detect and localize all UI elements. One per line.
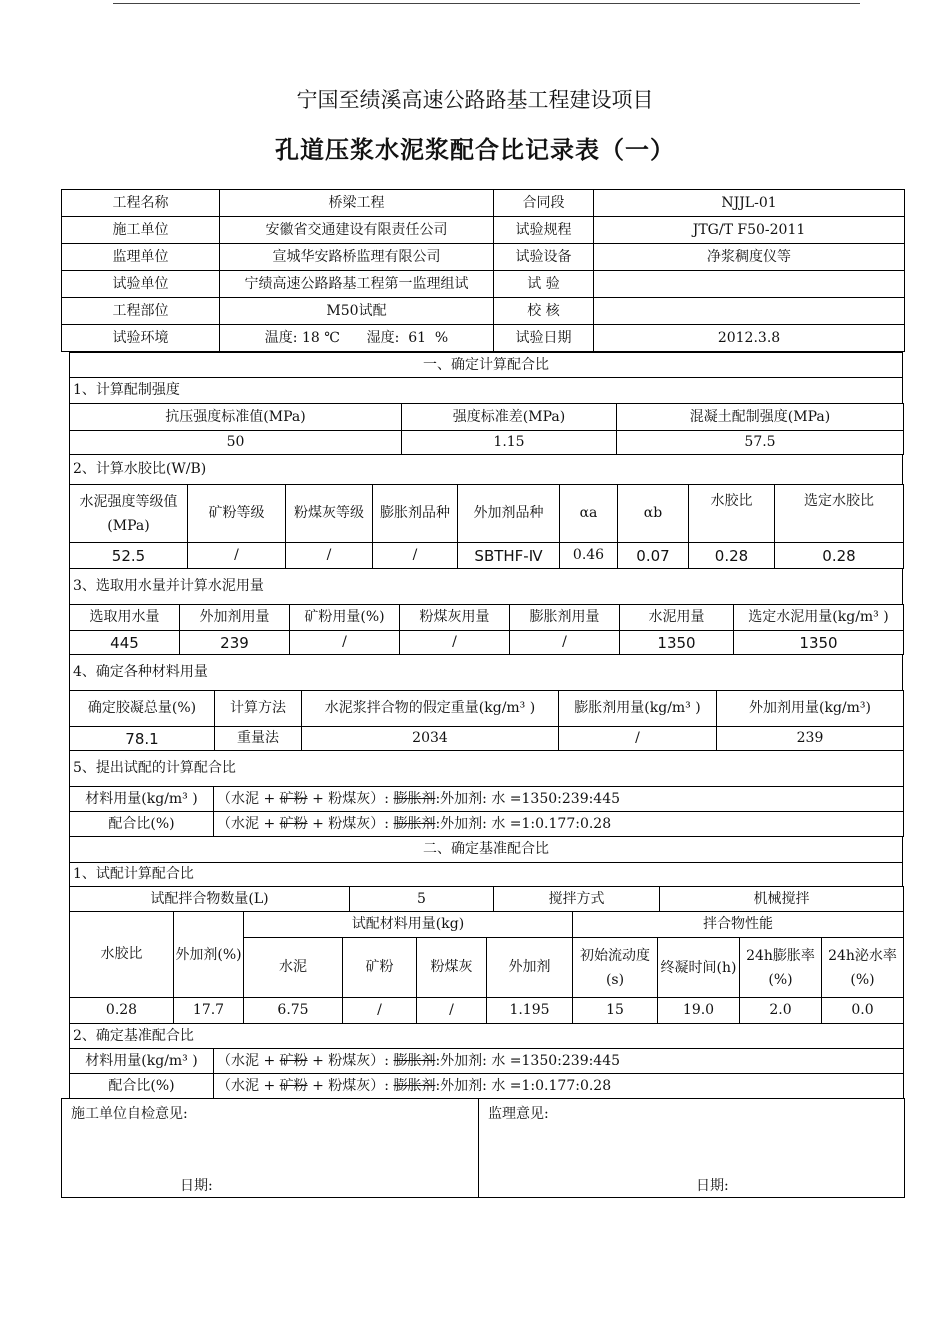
project-name: 宁国至绩溪高速公路路基工程建设项目	[296, 88, 654, 112]
trial-mix-table	[69, 886, 904, 912]
calc-qty-label: 材料用量(kg/m³ )	[70, 787, 214, 812]
calc-method-header: 计算方法	[215, 691, 302, 727]
part-value: M50试配	[220, 298, 494, 325]
date-label: 试验日期	[494, 325, 594, 352]
sec1-step1: 1、计算配制强度	[70, 378, 903, 404]
sec2-title: 二、确定基准配合比	[70, 837, 903, 863]
strength-table	[69, 403, 904, 455]
calc-ratio-value: =1:0.177:0.28	[509, 815, 612, 832]
expand-amount-header: 膨胀剂用量	[510, 605, 620, 631]
sel-cement-value: 1350	[734, 631, 904, 655]
tester-label: 试验单位	[62, 271, 220, 298]
trial-set-header: 终凝时间(h)	[658, 938, 740, 998]
trial-expand-value: 2.0	[740, 998, 822, 1024]
top-rule	[113, 3, 860, 4]
calc-method-value: 重量法	[215, 727, 302, 751]
proj-name-label: 工程名称	[62, 190, 220, 217]
check-value	[594, 298, 905, 325]
cement-amount-value: 1350	[620, 631, 734, 655]
ash-amount-header: 粉煤灰用量	[400, 605, 510, 631]
env-value: 温度: 18 ℃ 湿度: 61 %	[220, 325, 494, 352]
trial-bleed-header: 24h泌水率(%)	[822, 938, 904, 998]
wb-ratio-header: 水胶比	[689, 485, 775, 543]
expand-use-header: 膨胀剂用量(kg/m³ )	[559, 691, 717, 727]
mix-method-label: 搅拌方式	[494, 887, 660, 912]
expand-type-value: /	[373, 543, 458, 569]
calc-ratio-formula: （水泥 + 矿粉 + 粉煤灰）: 膨胀剂:外加剂: 水 =1:0.177:0.28	[214, 812, 904, 837]
supervisor-opinion-label: 监理意见:	[488, 1106, 549, 1122]
sec1-title-table	[69, 352, 903, 404]
alpha-b-value: 0.07	[618, 543, 689, 569]
base-ratio-formula: （水泥 + 矿粉 + 粉煤灰）: 膨胀剂:外加剂: 水 =1:0.177:0.28	[214, 1074, 904, 1099]
sel-wb-ratio-header: 选定水胶比	[775, 485, 904, 543]
equip-label: 试验设备	[494, 244, 594, 271]
std-dev-header: 强度标准差(MPa)	[402, 404, 617, 431]
page-title: 孔道压浆水泥浆配合比记录表（一）	[275, 135, 675, 164]
cement-grade-header: 水泥强度等级值(MPa)	[70, 485, 188, 543]
water-header: 选取用水量	[70, 605, 180, 631]
admix-type-value: SBTHF-Ⅳ	[458, 543, 560, 569]
step2-title-table	[69, 454, 903, 485]
trial-slag-header: 矿粉	[343, 938, 417, 998]
env-label: 试验环境	[62, 325, 220, 352]
calc-qty-formula: （水泥 + 矿粉 + 粉煤灰）: 膨胀剂:外加剂: 水 =1350:239:445	[214, 787, 904, 812]
builder-value: 安徽省交通建设有限责任公司	[220, 217, 494, 244]
info-table	[61, 189, 905, 352]
sec1-step3: 3、选取用水量并计算水泥用量	[70, 569, 903, 605]
admix-use-header: 外加剂用量(kg/m³)	[717, 691, 904, 727]
check-label: 校 核	[494, 298, 594, 325]
sec1-step2: 2、计算水胶比(W/B)	[70, 455, 903, 485]
admix-type-header: 外加剂品种	[458, 485, 560, 543]
ash-grade-header: 粉煤灰等级	[286, 485, 373, 543]
supervisor-value: 宣城华安路桥监理有限公司	[220, 244, 494, 271]
proj-name-value: 桥梁工程	[220, 190, 494, 217]
sel-cement-header: 选定水泥用量(kg/m³ )	[734, 605, 904, 631]
step3-title-table	[69, 568, 903, 605]
sec1-step4: 4、确定各种材料用量	[70, 655, 903, 691]
trial-expand-header: 24h膨胀率(%)	[740, 938, 822, 998]
trial-props-header: 拌合物性能	[573, 912, 904, 938]
supervisor-opinion-area[interactable]	[479, 1099, 904, 1197]
trial-admix-pct-header: 外加剂(%)	[174, 912, 244, 998]
materials-table	[69, 690, 904, 751]
tester-value: 宁绩高速公路路基工程第一监理组试	[220, 271, 494, 298]
std-strength-header: 抗压强度标准值(MPa)	[70, 404, 402, 431]
water-table	[69, 604, 904, 655]
sel-wb-ratio-value: 0.28	[775, 543, 904, 569]
cement-grade-value: 52.5	[70, 543, 188, 569]
base-qty-value: =1350:239:445	[509, 1052, 621, 1069]
sec2-step2: 2、确定基准配合比	[70, 1024, 904, 1049]
expand-amount-value: /	[510, 631, 620, 655]
slag-grade-value: /	[188, 543, 286, 569]
builder-date-label: 日期:	[180, 1178, 213, 1194]
base-qty-label: 材料用量(kg/m³ )	[70, 1049, 214, 1074]
base-ratio-table	[69, 1023, 904, 1099]
contract-value: NJJL-01	[594, 190, 905, 217]
total-binder-header: 确定胶凝总量(%)	[70, 691, 215, 727]
alpha-a-value: 0.46	[560, 543, 618, 569]
expand-use-value: /	[559, 727, 717, 751]
spec-label: 试验规程	[494, 217, 594, 244]
mix-strength-header: 混凝土配制强度(MPa)	[617, 404, 904, 431]
admix-use-value: 239	[717, 727, 904, 751]
total-binder-value: 78.1	[70, 727, 215, 751]
alpha-b-header: αb	[618, 485, 689, 543]
mix-amount-label: 试配拌合物数量(L)	[70, 887, 350, 912]
equip-value: 净浆稠度仪等	[594, 244, 905, 271]
opinion-box	[61, 1098, 905, 1198]
slag-amount-header: 矿粉用量(%)	[290, 605, 400, 631]
admix-amount-header: 外加剂用量	[180, 605, 290, 631]
builder-opinion-area[interactable]	[62, 1099, 479, 1197]
density-header: 水泥浆拌合物的假定重量(kg/m³ )	[302, 691, 559, 727]
base-ratio-value: =1:0.177:0.28	[509, 1077, 612, 1094]
alpha-a-header: αa	[560, 485, 618, 543]
calc-qty-value: =1350:239:445	[509, 790, 621, 807]
step5-table	[69, 750, 904, 837]
step4-title-table	[69, 654, 903, 691]
wb-table	[69, 484, 904, 569]
trial-admix-pct-value: 17.7	[174, 998, 244, 1024]
sec1-title: 一、确定计算配合比	[70, 353, 903, 378]
cement-amount-header: 水泥用量	[620, 605, 734, 631]
builder-opinion-label: 施工单位自检意见:	[71, 1106, 188, 1122]
trial-flow-header: 初始流动度(s)	[573, 938, 658, 998]
trial-bleed-value: 0.0	[822, 998, 904, 1024]
base-ratio-label: 配合比(%)	[70, 1074, 214, 1099]
density-value: 2034	[302, 727, 559, 751]
trial-admix-header: 外加剂	[487, 938, 573, 998]
std-strength-value: 50	[70, 431, 402, 455]
admix-amount-value: 239	[180, 631, 290, 655]
trial-results-table	[69, 911, 904, 1024]
trial-wb-value: 0.28	[70, 998, 174, 1024]
sec1-step5: 5、提出试配的计算配合比	[70, 751, 904, 787]
slag-grade-header: 矿粉等级	[188, 485, 286, 543]
contract-label: 合同段	[494, 190, 594, 217]
ash-grade-value: /	[286, 543, 373, 569]
trial-set-value: 19.0	[658, 998, 740, 1024]
sec2-step1: 1、试配计算配合比	[70, 863, 903, 887]
trial-ash-header: 粉煤灰	[417, 938, 487, 998]
trial-flow-value: 15	[573, 998, 658, 1024]
trial-materials-header: 试配材料用量(kg)	[244, 912, 573, 938]
ash-amount-value: /	[400, 631, 510, 655]
base-qty-formula: （水泥 + 矿粉 + 粉煤灰）: 膨胀剂:外加剂: 水 =1350:239:445	[214, 1049, 904, 1074]
builder-label: 施工单位	[62, 217, 220, 244]
supervisor-label: 监理单位	[62, 244, 220, 271]
supervisor-date-label: 日期:	[696, 1178, 729, 1194]
mix-method-value: 机械搅拌	[660, 887, 904, 912]
trial-wb-header: 水胶比	[70, 912, 174, 998]
water-value: 445	[70, 631, 180, 655]
trial-ash-value: /	[417, 998, 487, 1024]
sec2-title-table	[69, 836, 903, 887]
trial-cement-header: 水泥	[244, 938, 343, 998]
slag-amount-value: /	[290, 631, 400, 655]
trial-slag-value: /	[343, 998, 417, 1024]
test-value	[594, 271, 905, 298]
test-label: 试 验	[494, 271, 594, 298]
wb-ratio-value: 0.28	[689, 543, 775, 569]
spec-value: JTG/T F50-2011	[594, 217, 905, 244]
mix-strength-value: 57.5	[617, 431, 904, 455]
expand-type-header: 膨胀剂品种	[373, 485, 458, 543]
date-value: 2012.3.8	[594, 325, 905, 352]
mix-amount-value: 5	[350, 887, 494, 912]
part-label: 工程部位	[62, 298, 220, 325]
std-dev-value: 1.15	[402, 431, 617, 455]
trial-cement-value: 6.75	[244, 998, 343, 1024]
calc-ratio-label: 配合比(%)	[70, 812, 214, 837]
trial-admix-value: 1.195	[487, 998, 573, 1024]
